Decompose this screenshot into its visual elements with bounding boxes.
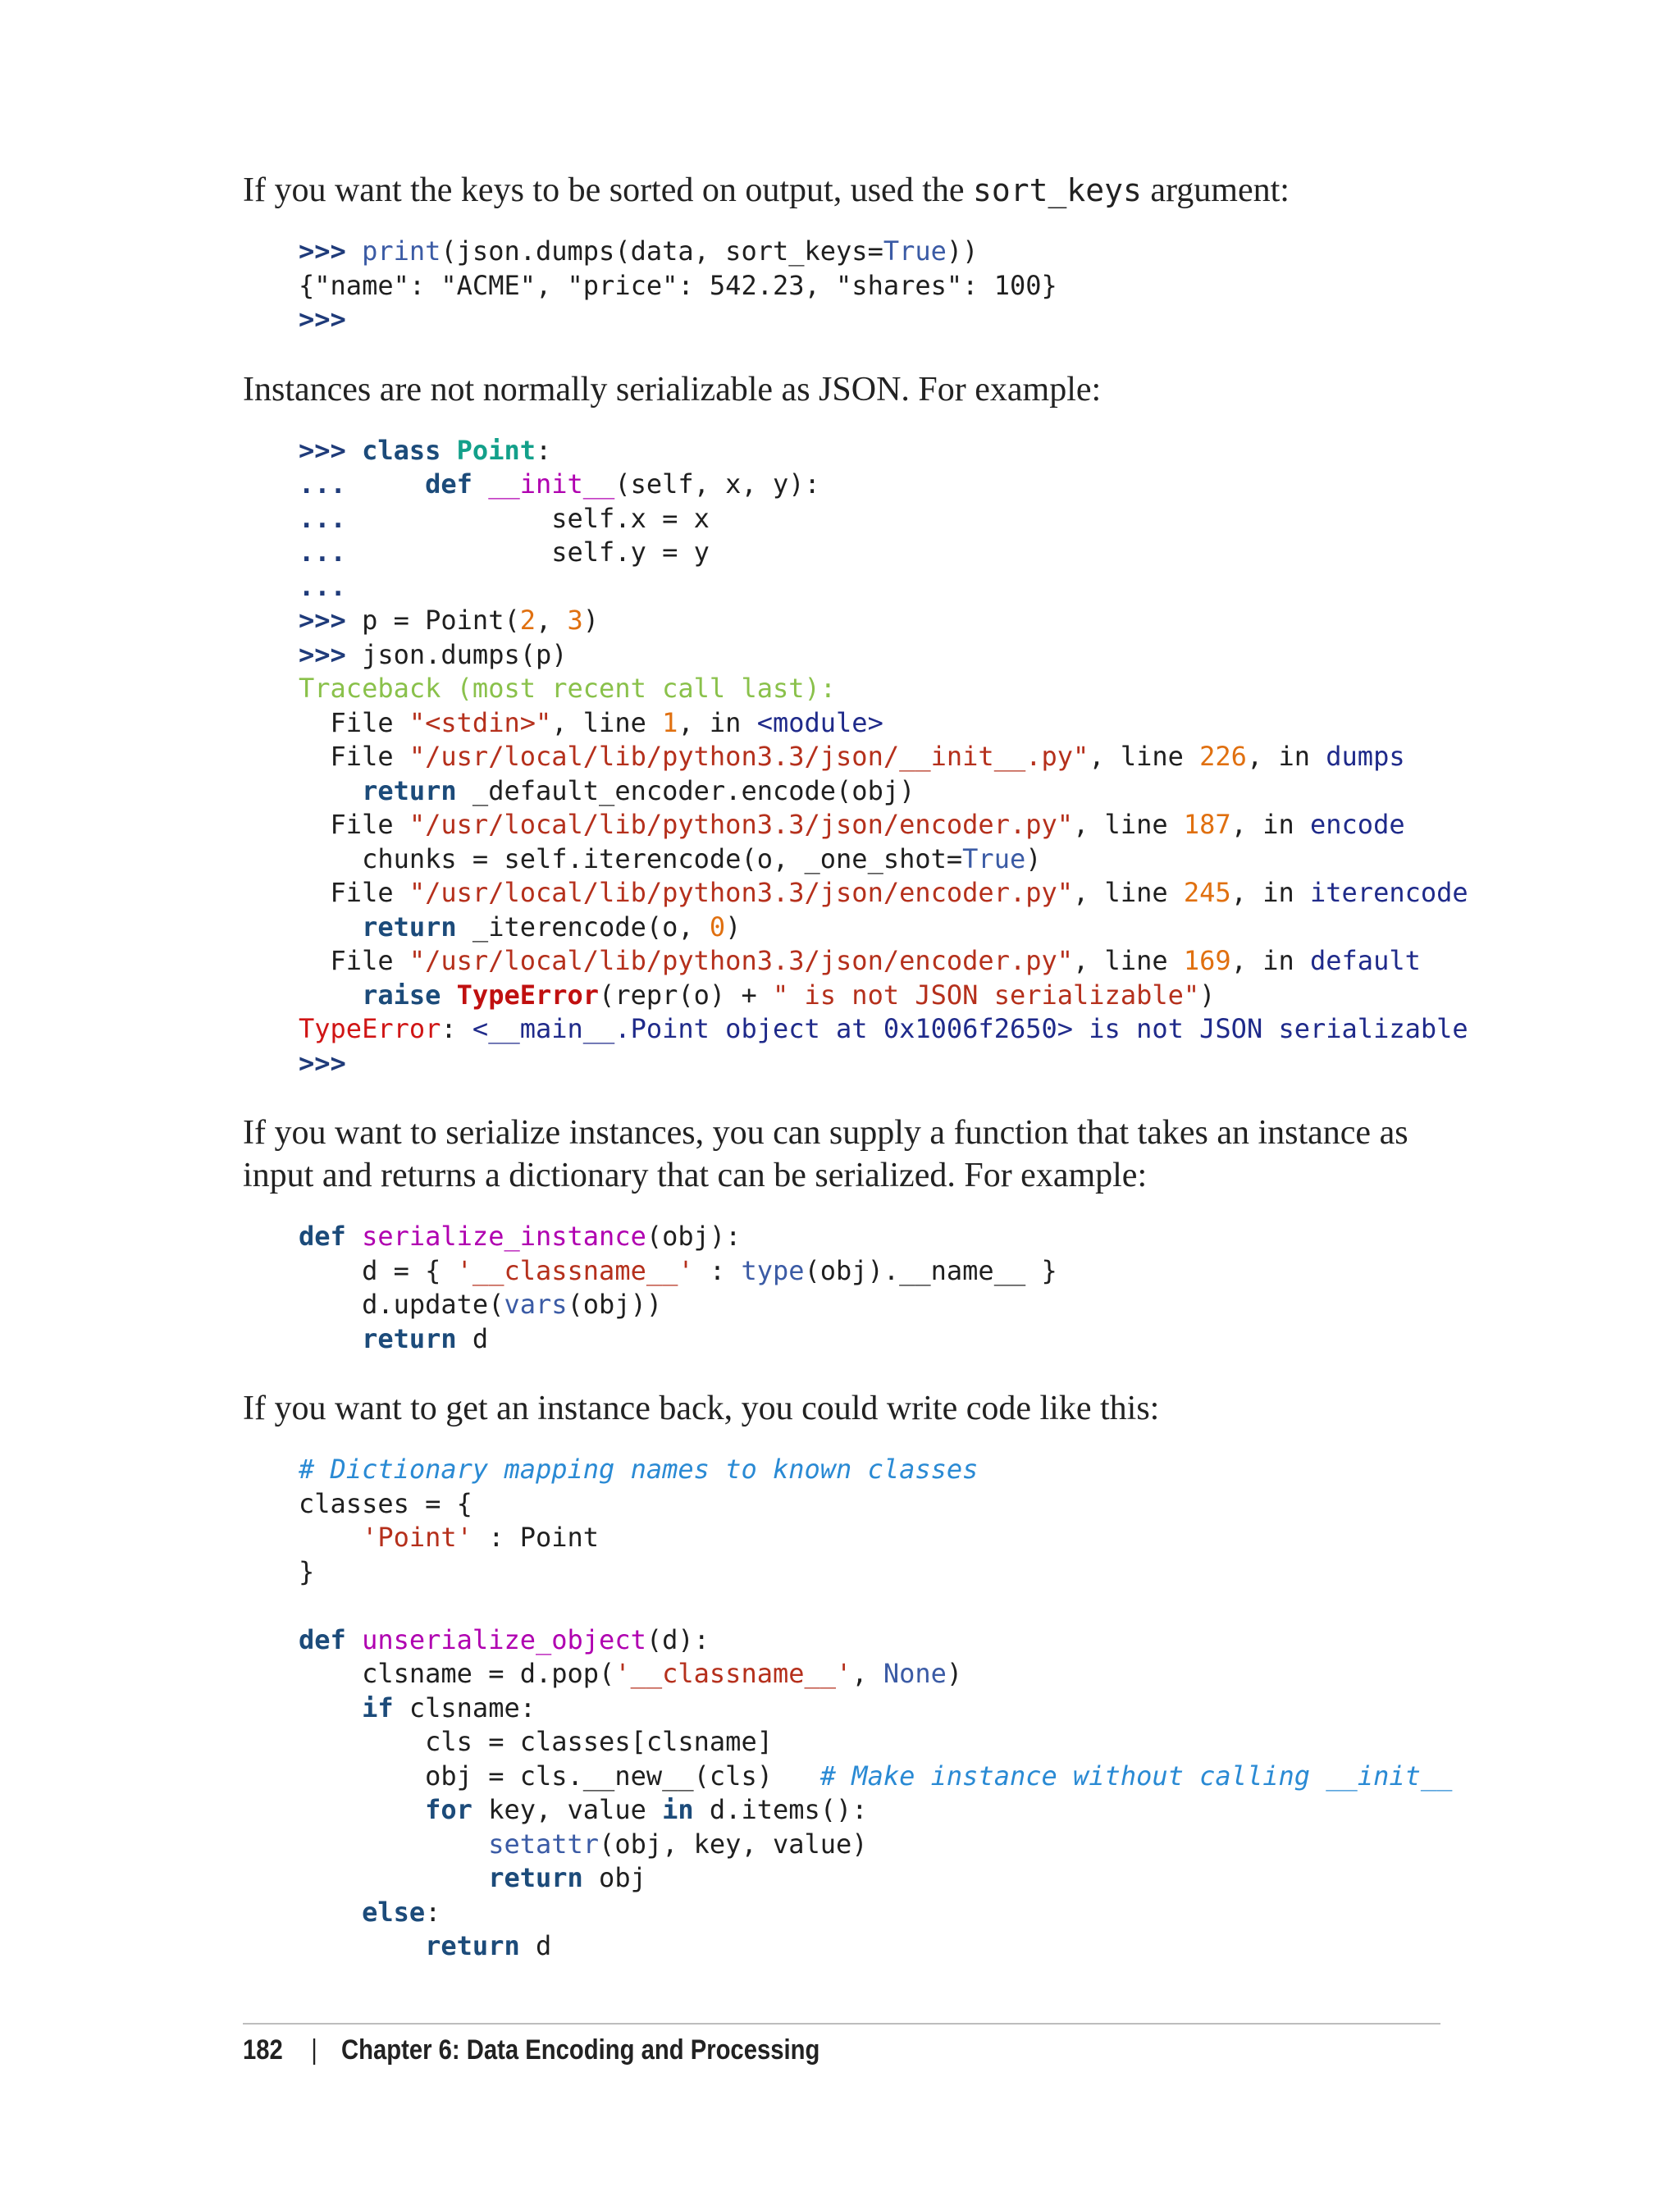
code-line: ... self.y = y bbox=[299, 536, 710, 568]
code-line: {"name": "ACME", "price": 542.23, "shares": 100} bbox=[299, 269, 1057, 301]
code-line: File "/usr/local/lib/python3.3/json/encoder.py", line 245, in iterencode bbox=[299, 877, 1468, 908]
code-line: def unserialize_object(d): bbox=[299, 1623, 710, 1655]
code-line: obj = cls.__new__(cls) # Make instance without calling __init__ bbox=[299, 1760, 1453, 1792]
code-line: else: bbox=[362, 1896, 441, 1928]
code-line: Traceback (most recent call last): bbox=[299, 673, 837, 704]
code-line: d = { '__classname__' : type(obj).__name__ } bbox=[299, 1254, 1057, 1286]
code-line: >>> class Point: bbox=[299, 434, 552, 466]
code-line: classes = { bbox=[299, 1487, 472, 1519]
code-line: for key, value in d.items(): bbox=[425, 1794, 868, 1825]
footer-separator: | bbox=[311, 2034, 317, 2066]
paragraph-text: If you want to serialize instances, you can supply a function that takes an instance as bbox=[243, 1114, 1408, 1152]
code-line: setattr(obj, key, value) bbox=[488, 1828, 868, 1860]
code-line: File "/usr/local/lib/python3.3/json/__init__.py", line 226, in dumps bbox=[299, 741, 1405, 772]
code-line: >>> bbox=[299, 304, 346, 335]
code-block-traceback bbox=[299, 434, 1468, 1081]
code-line: return _default_encoder.encode(obj) bbox=[362, 774, 915, 806]
paragraph-instances: Instances are not normally serializable as JSON. For example: bbox=[243, 370, 1102, 409]
footer-divider bbox=[243, 2023, 1440, 2025]
code-line: def serialize_instance(obj): bbox=[299, 1221, 742, 1252]
code-line: >>> bbox=[299, 1047, 346, 1079]
code-line: } bbox=[299, 1555, 315, 1587]
code-line: d.update(vars(obj)) bbox=[299, 1289, 663, 1320]
code-line: File "/usr/local/lib/python3.3/json/encoder.py", line 169, in default bbox=[299, 945, 1421, 976]
code-line: File "/usr/local/lib/python3.3/json/encoder.py", line 187, in encode bbox=[299, 809, 1405, 840]
paragraph-instance-back: If you want to get an instance back, you could write code like this: bbox=[243, 1390, 1160, 1427]
chapter-title: Chapter 6: Data Encoding and Processing bbox=[341, 2034, 820, 2066]
code-line: >>> print(json.dumps(data, sort_keys=True)) bbox=[299, 235, 979, 267]
code-line: TypeError: <__main__.Point object at 0x1006f2650> is not JSON serializable bbox=[299, 1013, 1468, 1044]
code-line: if clsname: bbox=[362, 1691, 536, 1723]
code-block-sort-keys bbox=[299, 235, 1440, 337]
code-line: return d bbox=[362, 1322, 489, 1354]
paragraph-sort-keys bbox=[243, 169, 1440, 212]
code-line: >>> json.dumps(p) bbox=[299, 638, 568, 670]
code-line: raise TypeError(repr(o) + " is not JSON serializable") bbox=[362, 979, 1216, 1011]
code-block-unserialize bbox=[299, 1453, 1453, 1964]
page-number: 182 bbox=[243, 2034, 283, 2066]
paragraph-text: argument: bbox=[1141, 171, 1290, 209]
code-line: 'Point' : Point bbox=[362, 1522, 600, 1553]
page-content bbox=[243, 169, 1468, 1964]
page-footer bbox=[243, 2034, 819, 2066]
code-line: return obj bbox=[488, 1862, 646, 1893]
code-line: clsname = d.pop('__classname__', None) bbox=[299, 1658, 963, 1689]
code-line: # Dictionary mapping names to known classes bbox=[299, 1454, 979, 1485]
code-line: >>> p = Point(2, 3) bbox=[299, 605, 600, 636]
code-line: File "<stdin>", line 1, in <module> bbox=[299, 706, 883, 738]
code-line: return d bbox=[425, 1930, 552, 1961]
paragraph-serialize bbox=[243, 1112, 1440, 1197]
paragraph-text: input and returns a dictionary that can be serialized. For example: bbox=[243, 1157, 1148, 1194]
code-line bbox=[299, 1589, 1440, 1623]
code-line: return _iterencode(o, 0) bbox=[362, 911, 742, 943]
inline-code-sort-keys: sort_keys bbox=[973, 172, 1142, 208]
paragraph-text: If you want the keys to be sorted on output, used the bbox=[243, 171, 973, 209]
code-line: chunks = self.iterencode(o, _one_shot=True) bbox=[299, 842, 1042, 874]
code-line: cls = classes[clsname] bbox=[299, 1726, 773, 1757]
code-line: ... def __init__(self, x, y): bbox=[299, 468, 820, 500]
code-line: ... bbox=[299, 570, 346, 602]
code-block-serialize-instance bbox=[299, 1220, 1440, 1356]
code-line: ... self.x = x bbox=[299, 502, 710, 534]
